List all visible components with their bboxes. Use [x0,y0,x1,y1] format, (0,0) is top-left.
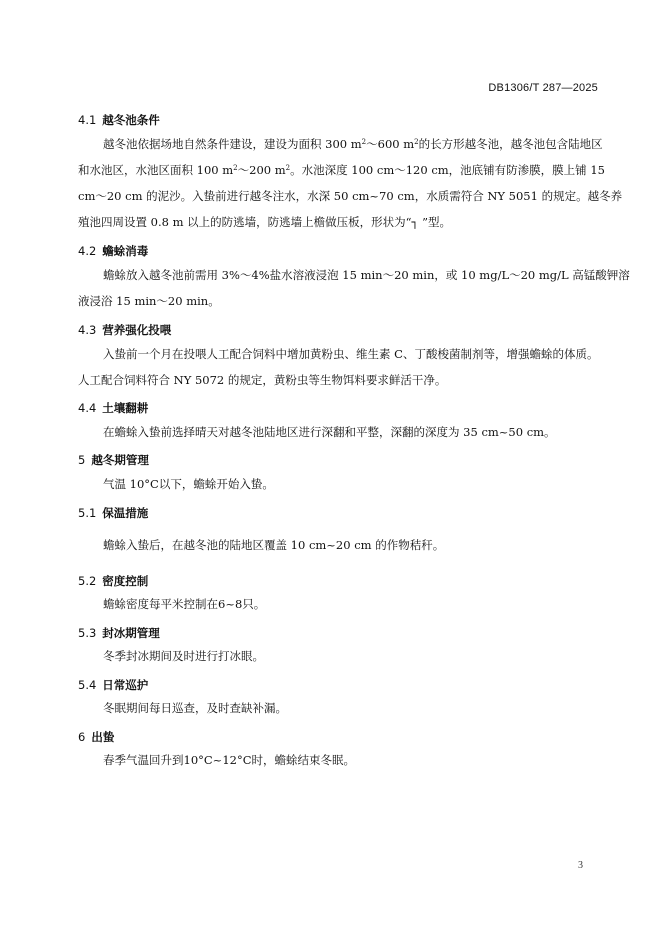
section-heading-4-1 [78,112,160,128]
section-number: 6 [78,730,86,744]
text-run: ～600 m [366,137,415,151]
text-run: 。水池深度 100 cm～120 cm，池底铺有防渗膜，膜上铺 15 [290,163,605,177]
section-heading-5-2 [78,573,148,589]
section-heading-5-1 [78,505,148,521]
paragraph-line: 在蟾蜍入蛰前选择晴天对越冬池陆地区进行深翻和平整，深翻的深度为 35 cm~50 cm。 [103,425,556,439]
text-run: ～200 m [237,163,286,177]
section-heading-5 [78,452,149,468]
section-heading-4-2 [78,243,148,259]
superscript: 2 [361,138,367,146]
section-title: 营养强化投喂 [102,323,172,337]
superscript: 2 [233,164,238,172]
section-title: 日常巡护 [102,678,149,692]
superscript: 2 [285,164,291,172]
text-run: 的长方形越冬池，越冬池包含陆地区 [418,137,603,151]
document-code: DB1306/T 287—2025 [488,82,598,94]
section-number: 4.3 [78,323,97,337]
paragraph-line: 蟾蜍入蛰后，在越冬池的陆地区覆盖 10 cm~20 cm 的作物秸秆。 [103,538,445,552]
section-number: 5 [78,453,86,467]
section-title: 封冰期管理 [102,626,160,640]
paragraph-line: 人工配合饲料符合 NY 5072 的规定，黄粉虫等生物饵料要求鲜活干净。 [78,373,447,387]
paragraph-line: 蟾蜍密度每平米控制在6~8只。 [103,597,266,611]
section-number: 4.1 [78,113,97,127]
superscript: 2 [414,138,419,146]
paragraph-line: 春季气温回升到10°C~12°C时，蟾蜍结束冬眠。 [103,753,355,767]
section-title: 出蛰 [91,730,115,744]
text-run: 越冬池依据场地自然条件建设，建设为面积 300 m [103,137,362,151]
section-title: 蟾蜍消毒 [102,244,149,258]
section-title: 越冬池条件 [102,113,160,127]
paragraph-line: 蟾蜍放入越冬池前需用 3%～4%盐水溶液浸泡 15 min～20 min，或 10 mg/L～20 mg/L 高锰酸钾溶 [103,268,630,282]
section-number: 5.2 [78,574,97,588]
section-heading-6 [78,729,114,745]
section-heading-4-3 [78,322,171,338]
section-number: 5.4 [78,678,97,692]
paragraph-line: 冬季封冰期间及时进行打冰眼。 [103,649,264,663]
paragraph-line: 液浸浴 15 min～20 min。 [78,294,220,308]
paragraph-line: 气温 10°C以下，蟾蜍开始入蛰。 [103,477,274,491]
section-heading-5-3 [78,625,160,641]
section-title: 越冬期管理 [91,453,149,467]
section-number: 4.4 [78,401,97,415]
paragraph-line: 殖池四周设置 0.8 m 以上的防逃墙，防逃墙上檐做压板，形状为“┐ ”型。 [78,215,451,229]
paragraph-line: 冬眠期间每日巡查，及时查缺补漏。 [103,701,287,715]
text-run: 和水池区，水池区面积 100 m [78,163,234,177]
paragraph-line [103,139,603,151]
section-number: 5.3 [78,626,97,640]
section-heading-4-4 [78,400,148,416]
section-number: 5.1 [78,506,97,520]
section-title: 保温措施 [102,506,149,520]
page-number: 3 [578,860,583,871]
paragraph-line: cm～20 cm 的泥沙。入蛰前进行越冬注水，水深 50 cm~70 cm，水质需符合 NY 5051 的规定。越冬养 [78,189,623,203]
paragraph-line: 入蛰前一个月在投喂人工配合饲料中增加黄粉虫、维生素 C、丁酸梭菌制剂等，增强蟾蜍的体质。 [103,347,599,361]
section-number: 4.2 [78,244,97,258]
section-heading-5-4 [78,677,148,693]
section-title: 土壤翻耕 [102,401,149,415]
paragraph-line [78,165,605,177]
section-title: 密度控制 [102,574,149,588]
